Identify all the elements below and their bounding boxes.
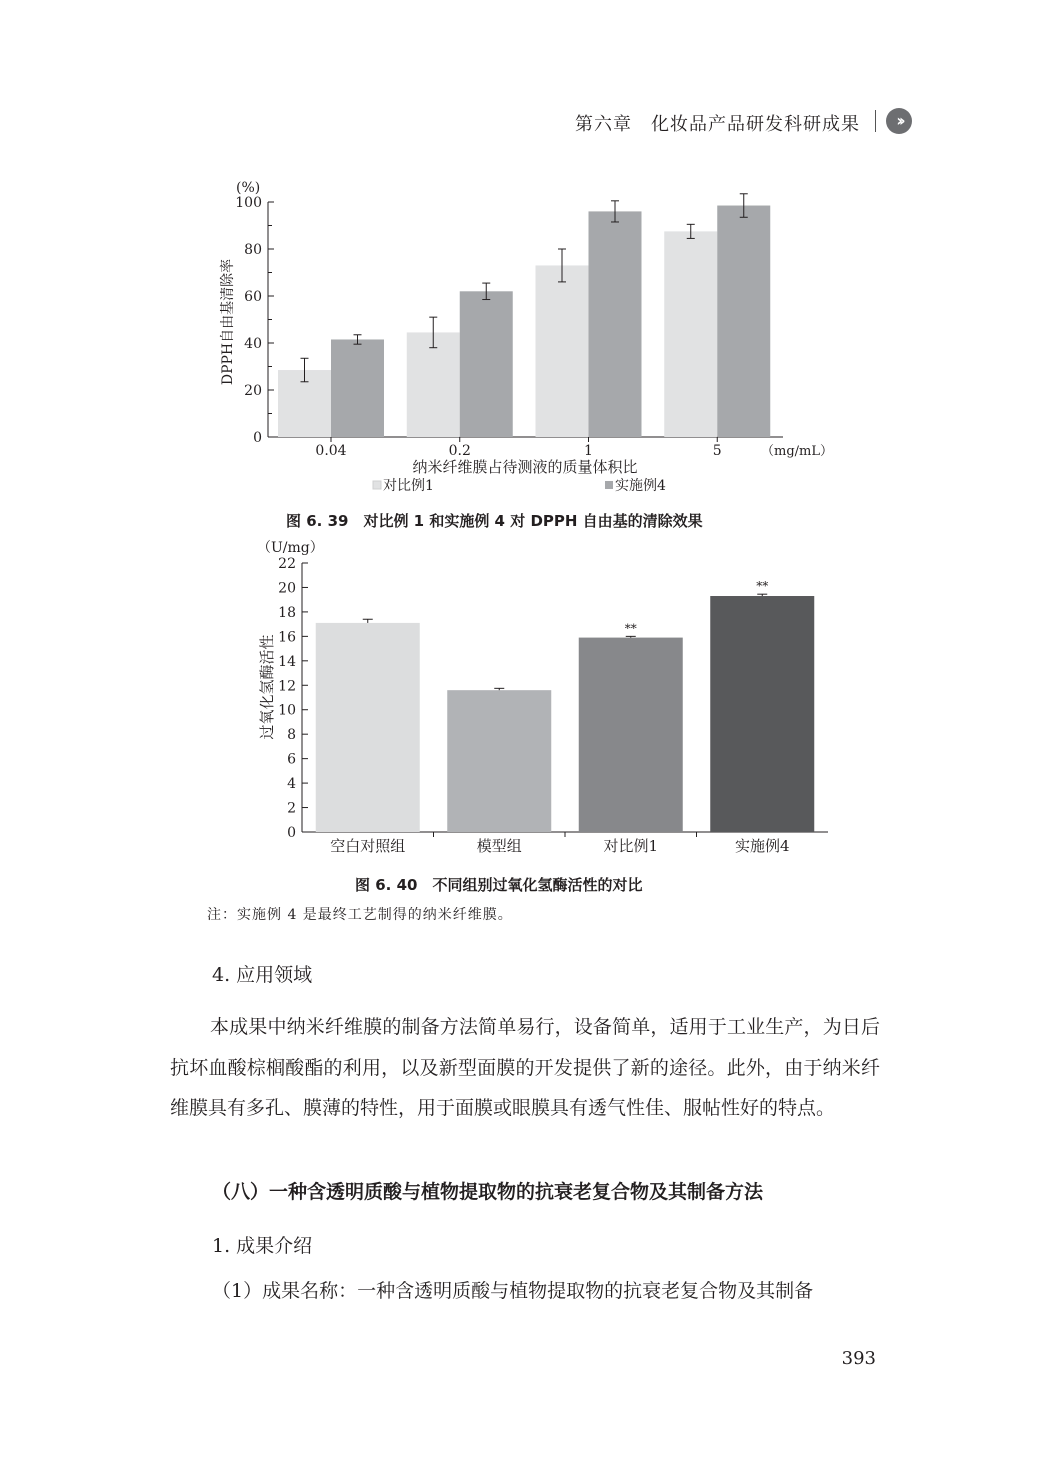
y-tick-label: 100 xyxy=(235,195,262,211)
y-tick-label: 16 xyxy=(278,629,296,646)
y-tick-label: 10 xyxy=(278,702,296,719)
header-divider xyxy=(875,110,876,132)
y-tick-label: 20 xyxy=(244,383,262,399)
y-tick-label: 60 xyxy=(244,289,262,305)
bar xyxy=(579,638,683,832)
bar xyxy=(664,231,717,437)
bar xyxy=(316,623,420,832)
y-tick-label: 6 xyxy=(287,751,296,768)
bar xyxy=(710,596,814,832)
bar xyxy=(331,339,384,437)
significance-marker: ** xyxy=(624,621,637,636)
x-axis-label: 纳米纤维膜占待测液的质量体积比 xyxy=(412,458,638,476)
y-tick-label: 0 xyxy=(287,825,296,841)
bar xyxy=(536,265,589,437)
y-tick-label: 0 xyxy=(253,430,262,446)
legend-label: 对比例1 xyxy=(383,478,434,494)
subsection-1-heading: 1. 成果介绍 xyxy=(212,1235,313,1257)
bar xyxy=(717,206,770,437)
figure-640-caption: 图 6. 40 不同组别过氧化氢酶活性的对比 xyxy=(355,876,643,894)
y-tick-label: 40 xyxy=(244,336,262,352)
legend-label: 实施例4 xyxy=(615,478,666,494)
y-tick-label: 80 xyxy=(244,242,262,258)
y-tick-label: 22 xyxy=(278,556,296,572)
section-8-title: （八）一种含透明质酸与植物提取物的抗衰老复合物及其制备方法 xyxy=(212,1181,764,1203)
y-tick-label: 8 xyxy=(287,727,296,744)
chapter-title: 第六章 化妆品产品研发科研成果 xyxy=(575,114,860,135)
y-axis-label: 过氧化氢酶活性 xyxy=(258,634,276,740)
figure-639-caption: 图 6. 39 对比例 1 和实施例 4 对 DPPH 自由基的清除效果 xyxy=(286,512,703,530)
subsection-1-item: （1）成果名称：一种含透明质酸与植物提取物的抗衰老复合物及其制备 xyxy=(212,1280,814,1302)
bar xyxy=(447,690,551,832)
y-tick-label: 18 xyxy=(278,604,296,621)
bar xyxy=(589,211,642,437)
y-axis-label: DPPH自由基清除率 xyxy=(220,258,236,386)
legend-swatch xyxy=(373,481,381,489)
y-tick-label: 4 xyxy=(287,776,296,793)
section-4-paragraph: 本成果中纳米纤维膜的制备方法简单易行，设备简单，适用于工业生产，为日后抗坏血酸棕榈酸酯的利用，以及新型面膜的开发提供了新的途径。此外，由于纳米纤维膜具有多孔、膜薄的特性，用于面膜或眼膜具有透气性佳、服帖性好的特点。 xyxy=(170,1016,880,1119)
significance-marker: ** xyxy=(756,579,769,594)
x-tick-label: 空白对照组 xyxy=(330,837,406,855)
y-tick-label: 2 xyxy=(287,800,296,817)
legend-swatch xyxy=(605,481,613,489)
running-header xyxy=(560,108,916,138)
y-tick-label: 20 xyxy=(278,580,296,597)
y-tick-label: 14 xyxy=(278,653,296,670)
y-unit-label: （U/mg） xyxy=(257,540,324,556)
x-tick-label: 0.04 xyxy=(315,443,347,459)
bar xyxy=(460,291,513,437)
y-unit-label: (%) xyxy=(236,180,261,196)
catalase-chart xyxy=(240,535,840,865)
double-chevron-right-icon: ›› xyxy=(886,108,912,134)
x-tick-label: 5 xyxy=(712,443,722,459)
x-tick-label: 实施例4 xyxy=(734,837,790,855)
x-unit-label: （mg/mL） xyxy=(761,444,833,459)
figure-note: 注：实施例 4 是最终工艺制得的纳米纤维膜。 xyxy=(207,907,513,923)
y-tick-label: 12 xyxy=(278,678,296,695)
section-4-heading: 4. 应用领域 xyxy=(212,964,313,986)
x-tick-label: 1 xyxy=(584,443,593,459)
dpph-chart xyxy=(205,172,845,502)
page-number: 393 xyxy=(841,1348,876,1369)
x-tick-label: 模型组 xyxy=(476,837,522,855)
x-tick-label: 0.2 xyxy=(448,443,471,459)
x-tick-label: 对比例1 xyxy=(603,837,659,855)
